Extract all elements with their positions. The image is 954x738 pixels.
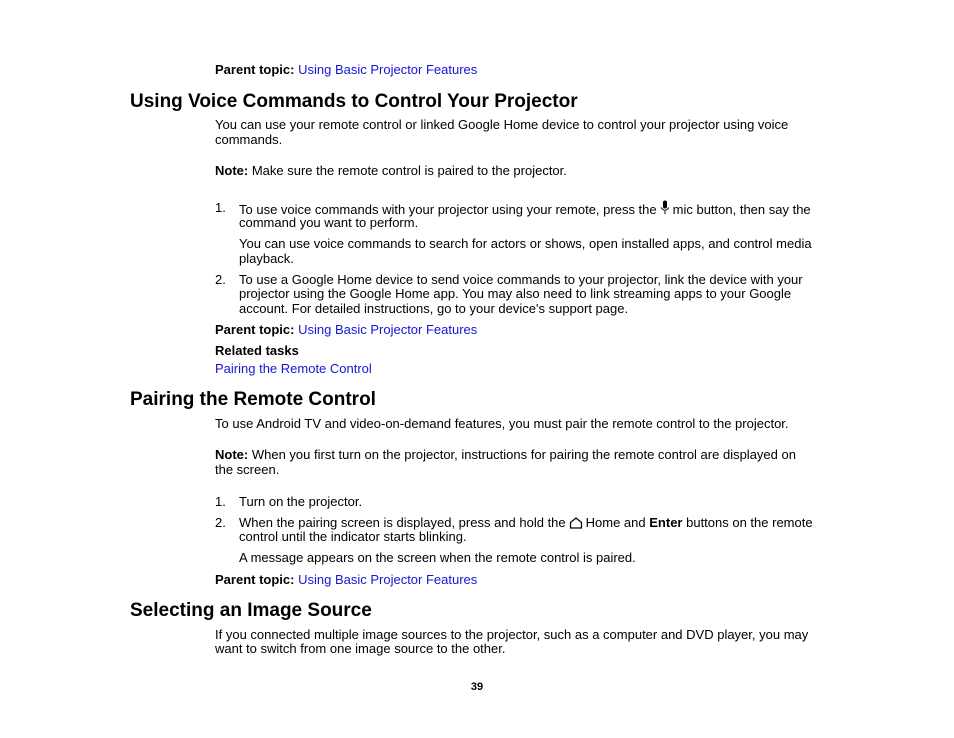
- voice-step1-after: mic button, then say the: [672, 202, 811, 217]
- parent-topic-voice: [215, 322, 477, 337]
- pairing-step2-before: When the pairing screen is displayed, press and hold the: [239, 515, 566, 530]
- pairing-note-line2: the screen.: [215, 462, 280, 477]
- voice-intro-line2: commands.: [215, 132, 283, 147]
- voice-step1-before: To use voice commands with your projector using your remote, press the: [239, 202, 657, 217]
- pairing-step2-after: buttons on the remote: [686, 515, 813, 530]
- related-task-link-pairing[interactable]: Pairing the Remote Control: [215, 361, 372, 376]
- pairing-step2-enter: Enter: [649, 515, 683, 530]
- pairing-step2-number: 2.: [215, 515, 226, 530]
- related-tasks: [215, 361, 372, 376]
- parent-topic-label: Parent topic:: [215, 62, 295, 77]
- voice-note: [215, 163, 567, 178]
- mic-icon: [660, 200, 670, 219]
- heading-pairing-remote: Pairing the Remote Control: [130, 389, 376, 410]
- heading-voice-commands: Using Voice Commands to Control Your Projector: [130, 91, 578, 112]
- home-icon: [569, 517, 583, 532]
- pairing-note-label: Note:: [215, 447, 249, 462]
- pairing-step2-line2: control until the indicator starts blinking.: [239, 529, 467, 544]
- related-tasks-label: Related tasks: [215, 343, 299, 358]
- voice-note-text: Make sure the remote control is paired to the projector.: [251, 163, 567, 178]
- parent-topic-top: [215, 62, 477, 77]
- voice-step1-number: 1.: [215, 200, 226, 215]
- voice-step2-line1: To use a Google Home device to send voice commands to your projector, link the device with your: [239, 272, 803, 287]
- voice-step1-sub-line2: playback.: [239, 251, 294, 266]
- pairing-step2-home: Home and: [585, 515, 646, 530]
- pairing-intro: To use Android TV and video-on-demand features, you must pair the remote control to the projector.: [215, 416, 789, 431]
- parent-topic-label: Parent topic:: [215, 322, 295, 337]
- parent-topic-link[interactable]: Using Basic Projector Features: [298, 322, 478, 337]
- pairing-step1-number: 1.: [215, 494, 226, 509]
- voice-step2-line3: account. For detailed instructions, go to your device's support page.: [239, 301, 629, 316]
- source-line2: want to switch from one image source to the other.: [215, 641, 506, 656]
- voice-step2-number: 2.: [215, 272, 226, 287]
- page-number: 39: [470, 681, 484, 693]
- pairing-note-line1: [215, 447, 796, 462]
- voice-note-label: Note:: [215, 163, 249, 178]
- pairing-note-text: When you first turn on the projector, instructions for pairing the remote control are displayed on: [251, 447, 796, 462]
- voice-step1-sub-line1: You can use voice commands to search for actors or shows, open installed apps, and control media: [239, 236, 812, 251]
- source-line1: If you connected multiple image sources to the projector, such as a computer and DVD player, you may: [215, 627, 809, 642]
- voice-step1-line2: command you want to perform.: [239, 215, 419, 230]
- pairing-step2-sub: A message appears on the screen when the remote control is paired.: [239, 550, 636, 565]
- voice-step2-line2: projector using the Google Home app. You may also need to link streaming apps to your Google: [239, 286, 792, 301]
- parent-topic-pairing: [215, 572, 477, 587]
- parent-topic-link[interactable]: Using Basic Projector Features: [298, 62, 478, 77]
- parent-topic-link[interactable]: Using Basic Projector Features: [298, 572, 478, 587]
- heading-image-source: Selecting an Image Source: [130, 600, 372, 621]
- pairing-step1: Turn on the projector.: [239, 494, 363, 509]
- voice-intro-line1: You can use your remote control or linked Google Home device to control your projector using voice: [215, 117, 789, 132]
- parent-topic-label: Parent topic:: [215, 572, 295, 587]
